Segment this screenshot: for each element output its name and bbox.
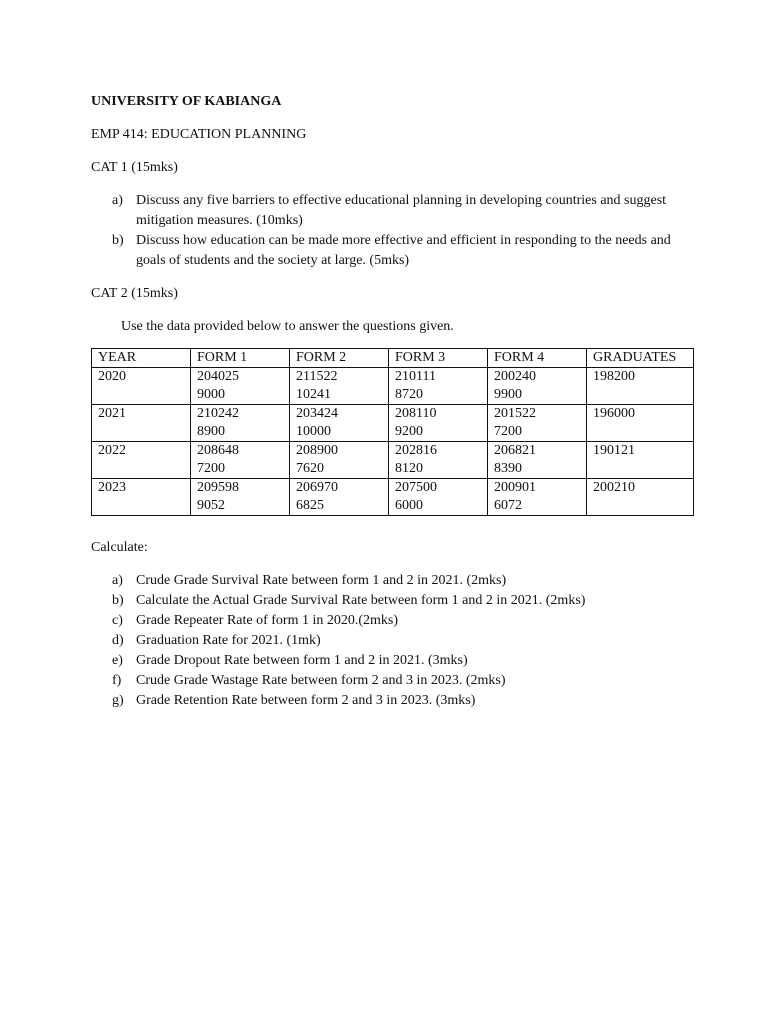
question-text: Crude Grade Survival Rate between form 1 and 2 in 2021. (2mks) xyxy=(136,573,507,588)
repeater-value: 9000 xyxy=(197,387,225,402)
cat2-instruction: Use the data provided below to answer the questions given. xyxy=(121,319,454,334)
table-row xyxy=(92,442,694,479)
enrolment-table xyxy=(91,348,694,516)
enrolment-value: 203424 xyxy=(296,406,338,421)
repeater-value: 8390 xyxy=(494,461,522,476)
table-cell xyxy=(488,405,587,442)
repeater-value: 8120 xyxy=(395,461,423,476)
table-cell xyxy=(191,479,290,516)
list-item xyxy=(91,571,701,591)
list-item xyxy=(91,191,701,231)
question-text: Discuss how education can be made more effective and efficient in responding to the needs and goals of students and the society at large. (5mks) xyxy=(136,233,671,268)
table-cell xyxy=(191,442,290,479)
list-marker: f) xyxy=(112,673,122,688)
enrolment-value: 207500 xyxy=(395,480,437,495)
list-marker: g) xyxy=(112,693,124,708)
table-cell xyxy=(488,479,587,516)
enrolment-value: 206821 xyxy=(494,443,536,458)
repeater-value: 10000 xyxy=(296,424,331,439)
repeater-value: 7200 xyxy=(494,424,522,439)
table-row xyxy=(92,368,694,405)
table-cell xyxy=(389,368,488,405)
document-title: UNIVERSITY OF KABIANGA xyxy=(91,94,282,109)
repeater-value: 7200 xyxy=(197,461,225,476)
calculate-label: Calculate: xyxy=(91,540,148,555)
table-cell xyxy=(191,405,290,442)
table-cell-graduates: 200210 xyxy=(587,479,694,516)
table-row xyxy=(92,405,694,442)
cat1-question-list xyxy=(91,191,701,271)
cat1-heading: CAT 1 (15mks) xyxy=(91,160,178,175)
table-cell xyxy=(290,405,389,442)
enrolment-value: 210242 xyxy=(197,406,239,421)
list-item xyxy=(91,231,701,271)
list-marker: a) xyxy=(112,193,123,208)
table-cell xyxy=(488,442,587,479)
enrolment-value: 211522 xyxy=(296,369,338,384)
enrolment-value: 210111 xyxy=(395,369,436,384)
column-header: YEAR xyxy=(92,349,191,368)
list-marker: b) xyxy=(112,593,124,608)
question-text: Grade Dropout Rate between form 1 and 2 in 2021. (3mks) xyxy=(136,653,468,668)
list-item xyxy=(91,631,701,651)
table-header-row xyxy=(92,349,694,368)
column-header: FORM 1 xyxy=(191,349,290,368)
list-marker: d) xyxy=(112,633,124,648)
column-header: FORM 3 xyxy=(389,349,488,368)
enrolment-value: 209598 xyxy=(197,480,239,495)
repeater-value: 8720 xyxy=(395,387,423,402)
question-text: Crude Grade Wastage Rate between form 2 and 3 in 2023. (2mks) xyxy=(136,673,506,688)
repeater-value: 8900 xyxy=(197,424,225,439)
table-cell xyxy=(389,442,488,479)
list-marker: a) xyxy=(112,573,123,588)
table-cell xyxy=(191,368,290,405)
table-cell-graduates: 196000 xyxy=(587,405,694,442)
repeater-value: 9052 xyxy=(197,498,225,513)
list-item xyxy=(91,651,701,671)
repeater-value: 6825 xyxy=(296,498,324,513)
table-cell-graduates: 190121 xyxy=(587,442,694,479)
question-text: Calculate the Actual Grade Survival Rate between form 1 and 2 in 2021. (2mks) xyxy=(136,593,586,608)
table-cell xyxy=(488,368,587,405)
table-cell xyxy=(290,479,389,516)
document-page xyxy=(91,92,701,724)
repeater-value: 9200 xyxy=(395,424,423,439)
repeater-value: 6072 xyxy=(494,498,522,513)
table-cell xyxy=(290,368,389,405)
table-cell-year: 2021 xyxy=(92,405,191,442)
list-item xyxy=(91,691,701,711)
table-cell xyxy=(389,479,488,516)
table-cell-graduates: 198200 xyxy=(587,368,694,405)
list-item xyxy=(91,611,701,631)
repeater-value: 6000 xyxy=(395,498,423,513)
cat2-question-list xyxy=(91,571,701,711)
repeater-value: 10241 xyxy=(296,387,331,402)
column-header: GRADUATES xyxy=(587,349,694,368)
table-row xyxy=(92,479,694,516)
question-text: Discuss any five barriers to effective educational planning in developing countries and suggest mitigation measures. (10mks) xyxy=(136,193,667,228)
enrolment-value: 208900 xyxy=(296,443,338,458)
enrolment-value: 206970 xyxy=(296,480,338,495)
list-marker: c) xyxy=(112,613,123,628)
cat2-heading: CAT 2 (15mks) xyxy=(91,286,178,301)
table-cell xyxy=(290,442,389,479)
enrolment-value: 200901 xyxy=(494,480,536,495)
question-text: Graduation Rate for 2021. (1mk) xyxy=(136,633,321,648)
question-text: Grade Repeater Rate of form 1 in 2020.(2mks) xyxy=(136,613,399,628)
column-header: FORM 2 xyxy=(290,349,389,368)
table-cell-year: 2020 xyxy=(92,368,191,405)
enrolment-value: 200240 xyxy=(494,369,536,384)
table-cell-year: 2023 xyxy=(92,479,191,516)
list-marker: e) xyxy=(112,653,123,668)
repeater-value: 9900 xyxy=(494,387,522,402)
list-item xyxy=(91,671,701,691)
question-text: Grade Retention Rate between form 2 and 3 in 2023. (3mks) xyxy=(136,693,476,708)
enrolment-value: 208110 xyxy=(395,406,437,421)
course-title: EMP 414: EDUCATION PLANNING xyxy=(91,127,307,142)
enrolment-value: 204025 xyxy=(197,369,239,384)
column-header: FORM 4 xyxy=(488,349,587,368)
enrolment-value: 201522 xyxy=(494,406,536,421)
enrolment-value: 208648 xyxy=(197,443,239,458)
table-cell-year: 2022 xyxy=(92,442,191,479)
list-marker: b) xyxy=(112,233,124,248)
repeater-value: 7620 xyxy=(296,461,324,476)
list-item xyxy=(91,591,701,611)
table-cell xyxy=(389,405,488,442)
enrolment-value: 202816 xyxy=(395,443,437,458)
